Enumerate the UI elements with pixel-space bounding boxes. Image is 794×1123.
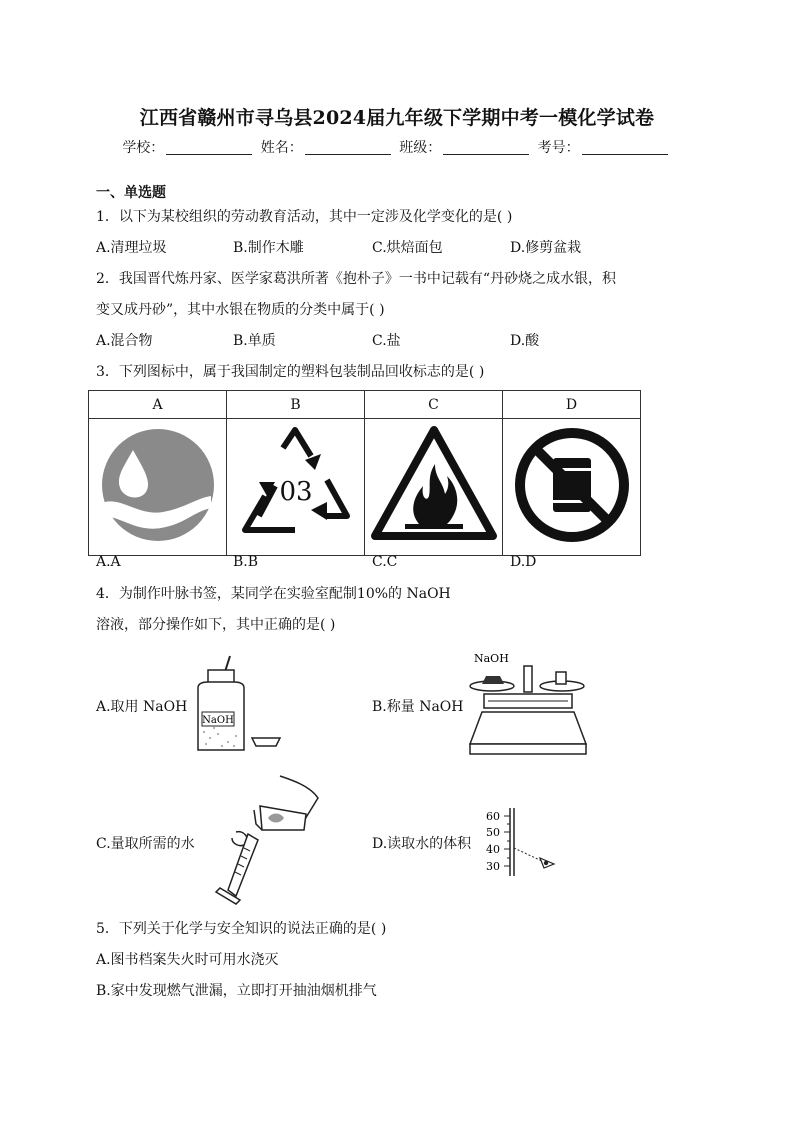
q1-option-a: A.清理垃圾 xyxy=(96,240,167,256)
name-blank[interactable] xyxy=(305,140,391,155)
q4-stem-line2: 溶液，部分操作如下，其中正确的是( ) xyxy=(96,617,336,633)
q3-header-d: D xyxy=(503,391,641,419)
cylinder-tick-50: 50 xyxy=(486,826,500,839)
q3-option-c: C.C xyxy=(372,554,398,570)
q2-option-d: D.酸 xyxy=(510,333,540,349)
class-blank[interactable] xyxy=(443,140,529,155)
number-label: 考号： xyxy=(537,140,580,156)
q3-sign-table xyxy=(88,390,641,556)
q3-header-b: B xyxy=(227,391,365,419)
graduated-cylinder-reading-figure xyxy=(484,806,564,878)
q3-image-c xyxy=(365,419,503,556)
bottle-label-text: NaOH xyxy=(202,715,234,726)
cylinder-tick-40: 40 xyxy=(486,843,500,856)
q4-option-a-label: A.取用 NaOH xyxy=(96,699,188,715)
reagent-bottle-figure xyxy=(190,652,290,754)
cylinder-tick-60: 60 xyxy=(486,810,500,823)
q2-option-c: C.盐 xyxy=(372,333,401,349)
recycle-number: 03 xyxy=(278,477,313,507)
q3-header-a: A xyxy=(89,391,227,419)
q1-stem: 1．以下为某校组织的劳动教育活动，其中一定涉及化学变化的是( ) xyxy=(96,209,513,225)
q1-option-b: B.制作木雕 xyxy=(233,240,304,256)
student-info-line xyxy=(0,137,794,157)
q3-option-d: D.D xyxy=(510,554,537,570)
plastic-recycle-sign-icon xyxy=(231,420,361,550)
q3-header-c: C xyxy=(365,391,503,419)
number-blank[interactable] xyxy=(582,140,668,155)
q4-option-b-label: B.称量 NaOH xyxy=(372,699,464,715)
q4-stem-line1: 4．为制作叶脉书签，某同学在实验室配制10%的 NaOH xyxy=(96,586,451,602)
cylinder-tick-30: 30 xyxy=(486,860,500,873)
q3-image-d xyxy=(503,419,641,556)
q5-option-a: A.图书档案失火时可用水浇灭 xyxy=(96,952,279,968)
q5-stem: 5．下列关于化学与安全知识的说法正确的是( ) xyxy=(96,921,387,937)
q3-option-a: A.A xyxy=(96,554,121,570)
school-blank[interactable] xyxy=(166,140,252,155)
q4-option-d-label: D.读取水的体积 xyxy=(372,836,472,852)
q1-option-d: D.修剪盆栽 xyxy=(510,240,582,256)
section-heading: 一、单选题 xyxy=(96,185,166,201)
q3-image-a xyxy=(89,419,227,556)
q3-stem: 3．下列图标中，属于我国制定的塑料包装制品回收标志的是( ) xyxy=(96,364,485,380)
exam-title: 江西省赣州市寻乌县2024届九年级下学期中考一模化学试卷 xyxy=(139,107,655,129)
balance-naoh-label: NaOH xyxy=(474,652,509,665)
school-label: 学校： xyxy=(122,140,165,156)
q3-option-b: B.B xyxy=(233,554,259,570)
name-label: 姓名： xyxy=(260,140,303,156)
q4-option-c-label: C.量取所需的水 xyxy=(96,836,195,852)
pouring-water-figure xyxy=(206,772,326,906)
balance-scale-figure xyxy=(464,648,592,760)
q3-image-b xyxy=(227,419,365,556)
class-label: 班级： xyxy=(399,140,442,156)
q2-option-a: A.混合物 xyxy=(96,333,153,349)
flammable-warning-sign-icon xyxy=(369,420,499,550)
q2-stem-line2: 变又成丹砂”，其中水银在物质的分类中属于( ) xyxy=(96,302,385,318)
q2-stem-line1: 2．我国晋代炼丹家、医学家葛洪所著《抱朴子》一书中记载有“丹砂烧之成水银，积 xyxy=(96,271,617,287)
q1-option-c: C.烘焙面包 xyxy=(372,240,443,256)
q2-option-b: B.单质 xyxy=(233,333,276,349)
no-dumping-barrel-sign-icon xyxy=(507,420,637,550)
q5-option-b: B.家中发现燃气泄漏，立即打开抽油烟机排气 xyxy=(96,983,377,999)
water-saving-sign-icon xyxy=(93,420,223,550)
